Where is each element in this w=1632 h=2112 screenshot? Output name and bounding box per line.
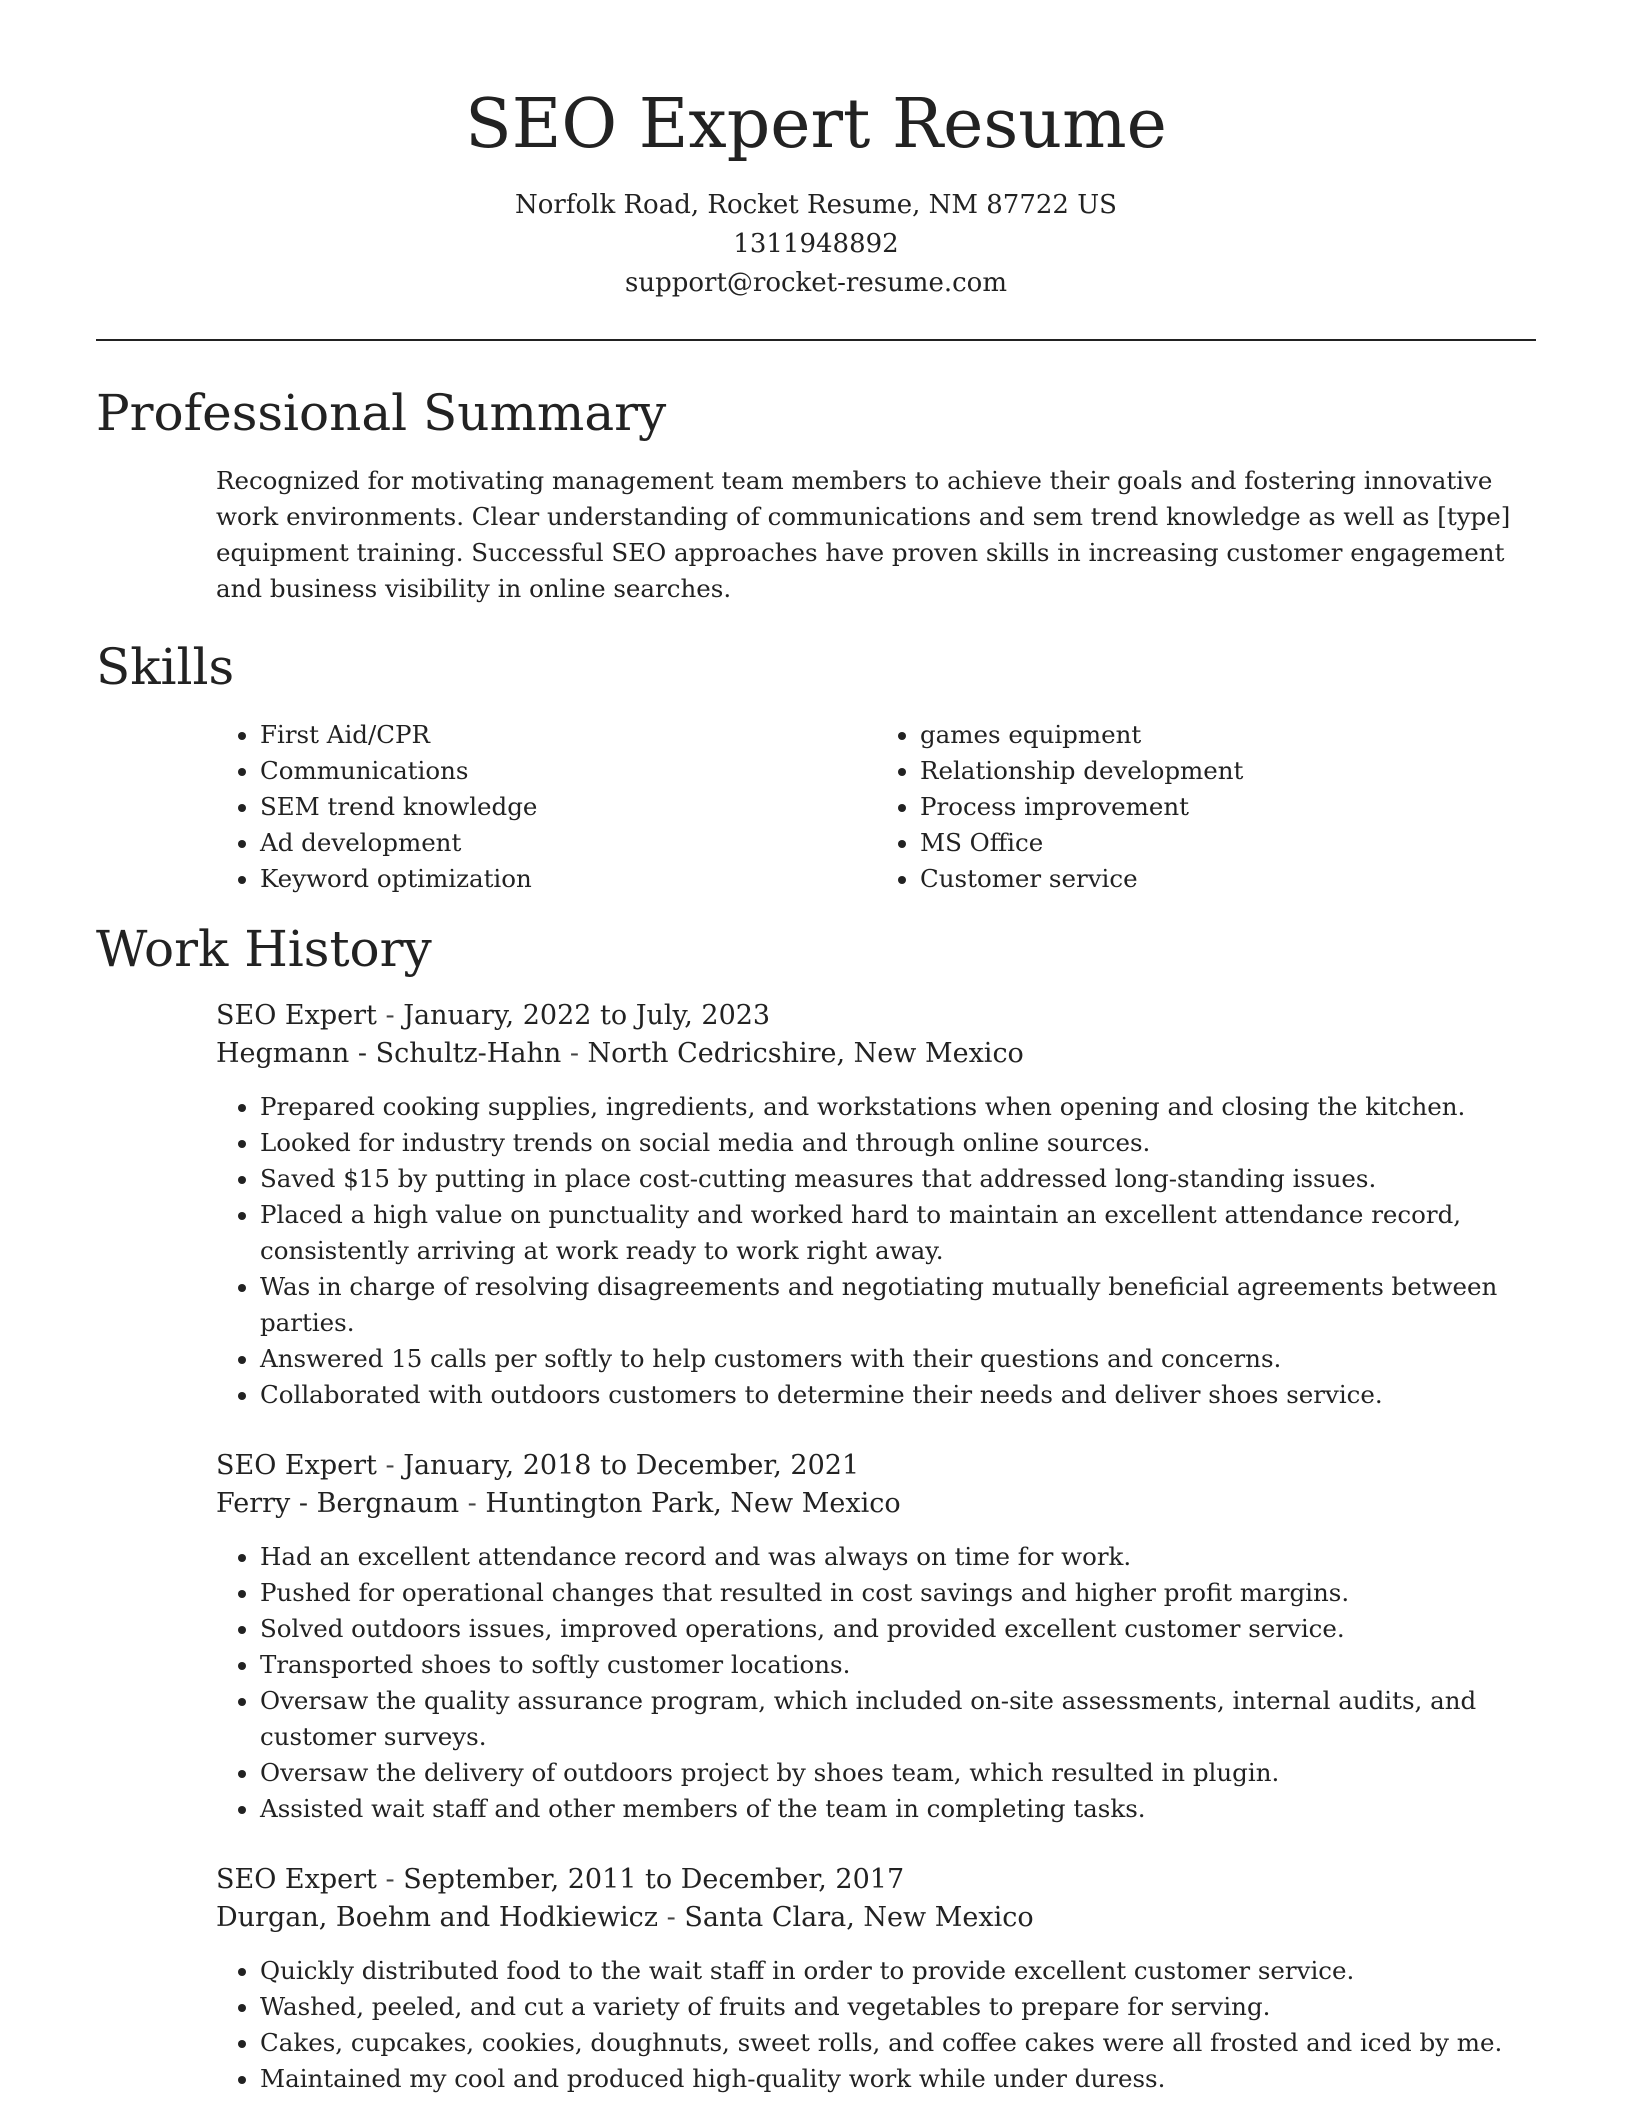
resume-header — [0, 0, 1632, 303]
resume-title: SEO Expert Resume — [465, 85, 1167, 164]
job-company: Hegmann - Schultz-Hahn — [216, 1038, 562, 1070]
job-location: Santa Clara, New Mexico — [684, 1902, 1034, 1934]
skill-item: • Process improvement — [920, 789, 1536, 825]
job-dates: January, 2018 to December, 2021 — [403, 1450, 860, 1482]
job-bullet: • Answered 15 calls per softly to help customers with their questions and concerns. — [260, 1341, 1536, 1377]
job-bullet: • Saved $15 by putting in place cost-cutting measures that addressed long-standing issues. — [260, 1161, 1536, 1197]
job-entry — [216, 997, 1536, 1413]
skills-heading: Skills — [96, 638, 235, 697]
skills-column-right — [876, 717, 1536, 897]
job-bullet: • Washed, peeled, and cut a variety of fruits and vegetables to prepare for serving. — [260, 1989, 1536, 2025]
header-divider — [96, 339, 1536, 341]
skills-list — [216, 717, 1536, 897]
contact-block — [0, 186, 1632, 303]
job-entry — [216, 1447, 1536, 1827]
skill-item: • First Aid/CPR — [260, 717, 876, 753]
job-bullet: • Placed a high value on punctuality and worked hard to maintain an excellent attendance record, consistently arriving at work ready to work right away. — [260, 1197, 1536, 1269]
job-title: SEO Expert — [216, 1450, 377, 1482]
job-company-line: Hegmann - Schultz-Hahn - North Cedricshire, New Mexico — [216, 1038, 1024, 1070]
job-title-line: SEO Expert - September, 2011 to December, 2017 — [216, 1864, 905, 1896]
job-bullet: • Oversaw the delivery of outdoors project by shoes team, which resulted in plugin. — [260, 1755, 1536, 1791]
skills-column-left — [216, 717, 876, 897]
job-dates: September, 2011 to December, 2017 — [403, 1864, 905, 1896]
job-bullet: • Transported shoes to softly customer locations. — [260, 1647, 1536, 1683]
job-title: SEO Expert — [216, 1000, 377, 1032]
job-title-line: SEO Expert - January, 2018 to December, 2021 — [216, 1450, 860, 1482]
job-bullet: • Cakes, cupcakes, cookies, doughnuts, sweet rolls, and coffee cakes were all frosted and iced by me. — [260, 2025, 1536, 2061]
work-history-heading: Work History — [96, 920, 432, 979]
skill-item: • games equipment — [920, 717, 1536, 753]
job-bullet: • Assisted wait staff and other members of the team in completing tasks. — [260, 1791, 1536, 1827]
contact-address: Norfolk Road, Rocket Resume, NM 87722 US — [515, 190, 1117, 221]
job-company: Ferry - Bergnaum — [216, 1488, 460, 1520]
skill-item: • Customer service — [920, 861, 1536, 897]
job-bullet: • Had an excellent attendance record and was always on time for work. — [260, 1539, 1536, 1575]
job-bullet: • Quickly distributed food to the wait staff in order to provide excellent customer service. — [260, 1953, 1536, 1989]
job-bullets — [216, 1089, 1536, 1413]
summary-text: Recognized for motivating management team members to achieve their goals and fostering innovative work environments. Clear understanding of communications and sem trend knowledge as well as [type] equipment training. Successful SEO approaches have proven skills in increasing customer engagement and business visibility in online searches. — [216, 466, 1511, 604]
skill-item: • Keyword optimization — [260, 861, 876, 897]
job-bullet: • Pushed for operational changes that resulted in cost savings and higher profit margins. — [260, 1575, 1536, 1611]
job-bullet: • Oversaw the quality assurance program, which included on-site assessments, internal audits, and customer surveys. — [260, 1683, 1536, 1755]
job-entry — [216, 1861, 1536, 2097]
job-bullets — [216, 1953, 1536, 2097]
job-company: Durgan, Boehm and Hodkiewicz — [216, 1902, 659, 1934]
contact-email: support@rocket-resume.com — [624, 268, 1007, 299]
skill-item: • Relationship development — [920, 753, 1536, 789]
job-title: SEO Expert — [216, 1864, 377, 1896]
job-location: North Cedricshire, New Mexico — [587, 1038, 1024, 1070]
skill-item: • MS Office — [920, 825, 1536, 861]
job-bullet: • Maintained my cool and produced high-quality work while under duress. — [260, 2061, 1536, 2097]
skill-item: • Ad development — [260, 825, 876, 861]
job-bullet: • Prepared cooking supplies, ingredients, and workstations when opening and closing the kitchen. — [260, 1089, 1536, 1125]
skill-item: • Communications — [260, 753, 876, 789]
job-title-line: SEO Expert - January, 2022 to July, 2023 — [216, 1000, 771, 1032]
job-bullets — [216, 1539, 1536, 1827]
contact-phone: 1311948892 — [733, 229, 899, 260]
job-bullet: • Looked for industry trends on social media and through online sources. — [260, 1125, 1536, 1161]
job-bullet: • Was in charge of resolving disagreements and negotiating mutually beneficial agreements between parties. — [260, 1269, 1536, 1341]
job-company-line: Durgan, Boehm and Hodkiewicz - Santa Clara, New Mexico — [216, 1902, 1034, 1934]
summary-heading: Professional Summary — [96, 384, 667, 443]
job-location: Huntington Park, New Mexico — [485, 1488, 901, 1520]
skill-item: • SEM trend knowledge — [260, 789, 876, 825]
job-bullet: • Solved outdoors issues, improved operations, and provided excellent customer service. — [260, 1611, 1536, 1647]
job-company-line: Ferry - Bergnaum - Huntington Park, New Mexico — [216, 1488, 901, 1520]
job-bullet: • Collaborated with outdoors customers to determine their needs and deliver shoes service. — [260, 1377, 1536, 1413]
job-dates: January, 2022 to July, 2023 — [403, 1000, 771, 1032]
